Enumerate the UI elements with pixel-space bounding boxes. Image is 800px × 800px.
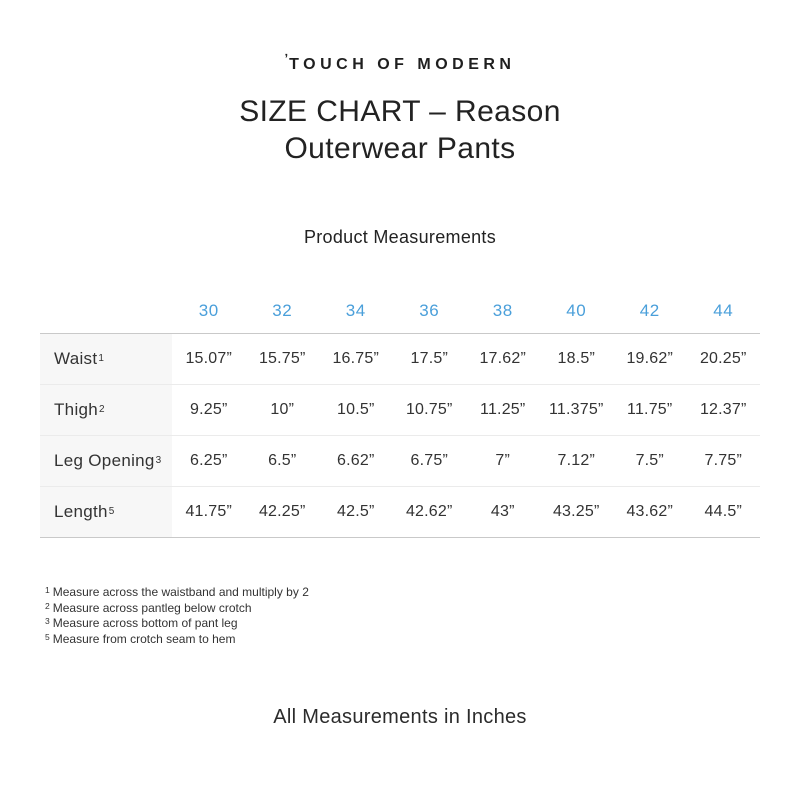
measurement-cell: 16.75” (332, 350, 380, 367)
table-body (40, 333, 760, 538)
size-column-header: 32 (272, 300, 293, 320)
measurement-cell: 10.5” (337, 401, 375, 418)
measurement-cell: 12.37” (699, 401, 747, 418)
row-label: Leg Opening 3 (40, 436, 172, 486)
size-column-header: 36 (419, 300, 440, 320)
measurement-cell: 6.62” (337, 452, 375, 469)
measurement-cell: 11.375” (549, 401, 604, 418)
measurement-cell: 17.5” (410, 350, 448, 367)
measurement-cell: 7.12” (557, 452, 595, 469)
footnote-item (45, 601, 309, 617)
size-column-header: 30 (198, 300, 219, 320)
size-column-header: 44 (713, 300, 734, 320)
footnote-text: Measure across the waistband and multiply by 2 (52, 585, 309, 599)
size-column-header: 38 (492, 300, 513, 320)
measurement-cell: 15.75” (258, 350, 306, 367)
size-table (40, 288, 760, 538)
measurement-cell: 9.25” (190, 401, 228, 418)
table-row (40, 486, 760, 537)
brand-logo-text: TOUCH OF MODERN (289, 56, 516, 73)
size-column-header: 34 (345, 300, 366, 320)
measurement-cell: 44.5” (704, 503, 742, 520)
measurement-cell: 7.5” (635, 452, 664, 469)
brand-logo (0, 51, 800, 74)
section-heading: Product Measurements (303, 227, 497, 247)
footnote-mark: 1 (45, 585, 50, 595)
footnote-text: Measure across pantleg below crotch (52, 600, 252, 615)
footnote-item (45, 616, 309, 632)
measurement-cell: 41.75” (185, 503, 233, 520)
row-label-text: Leg Opening (54, 451, 155, 470)
footnote-item (45, 632, 309, 648)
table-row (40, 384, 760, 435)
size-column-header: 40 (566, 300, 587, 320)
footnotes (45, 585, 309, 647)
size-column-header: 42 (639, 300, 660, 320)
measurement-cell: 43” (490, 503, 515, 520)
row-label: Thigh 2 (40, 385, 172, 435)
measurement-cell: 10.75” (405, 401, 453, 418)
measurement-cell: 17.62” (479, 350, 527, 367)
footnote-text: Measure across bottom of pant leg (52, 616, 238, 630)
page-title (0, 93, 800, 167)
measurement-cell: 11.75” (627, 401, 673, 418)
measurement-cell: 10” (270, 401, 295, 418)
footnote-item (45, 585, 309, 601)
table-row (40, 435, 760, 486)
measurement-cell: 18.5” (557, 350, 595, 367)
measurement-cell: 6.5” (268, 452, 297, 469)
row-label-text: Waist (54, 349, 98, 368)
row-label: Length 5 (40, 487, 172, 537)
footnote-text: Measure from crotch seam to hem (52, 631, 236, 646)
measurement-cell: 42.25” (258, 503, 306, 520)
row-label-text: Thigh (54, 400, 99, 419)
row-label-text: Length (54, 502, 108, 521)
row-label: Waist 1 (40, 334, 172, 384)
measurement-cell: 20.25” (699, 350, 747, 367)
measurement-cell: 7.75” (704, 452, 742, 469)
measurement-cell: 6.25” (190, 452, 228, 469)
table-header-row (40, 288, 760, 333)
measurement-cell: 43.62” (626, 503, 674, 520)
measurement-cell: 6.75” (410, 452, 448, 469)
footnote-mark: 5 (45, 631, 50, 642)
footnote-mark: 2 (45, 600, 50, 611)
measurement-cell: 19.62” (626, 350, 674, 367)
logo-apostrophe-mark: ʼ (284, 51, 290, 66)
measurement-cell: 42.5” (337, 503, 375, 520)
footer-note: All Measurements in Inches (273, 706, 527, 728)
measurement-cell: 11.25” (480, 401, 526, 418)
measurement-cell: 42.62” (405, 503, 453, 520)
page-title-line-1: SIZE CHART – Reason (239, 95, 561, 128)
measurement-cell: 7” (495, 452, 511, 469)
measurement-cell: 15.07” (185, 350, 233, 367)
table-row (40, 334, 760, 384)
footnote-mark: 3 (45, 616, 50, 626)
page-title-line-2: Outerwear Pants (284, 132, 516, 165)
measurement-cell: 43.25” (552, 503, 600, 520)
